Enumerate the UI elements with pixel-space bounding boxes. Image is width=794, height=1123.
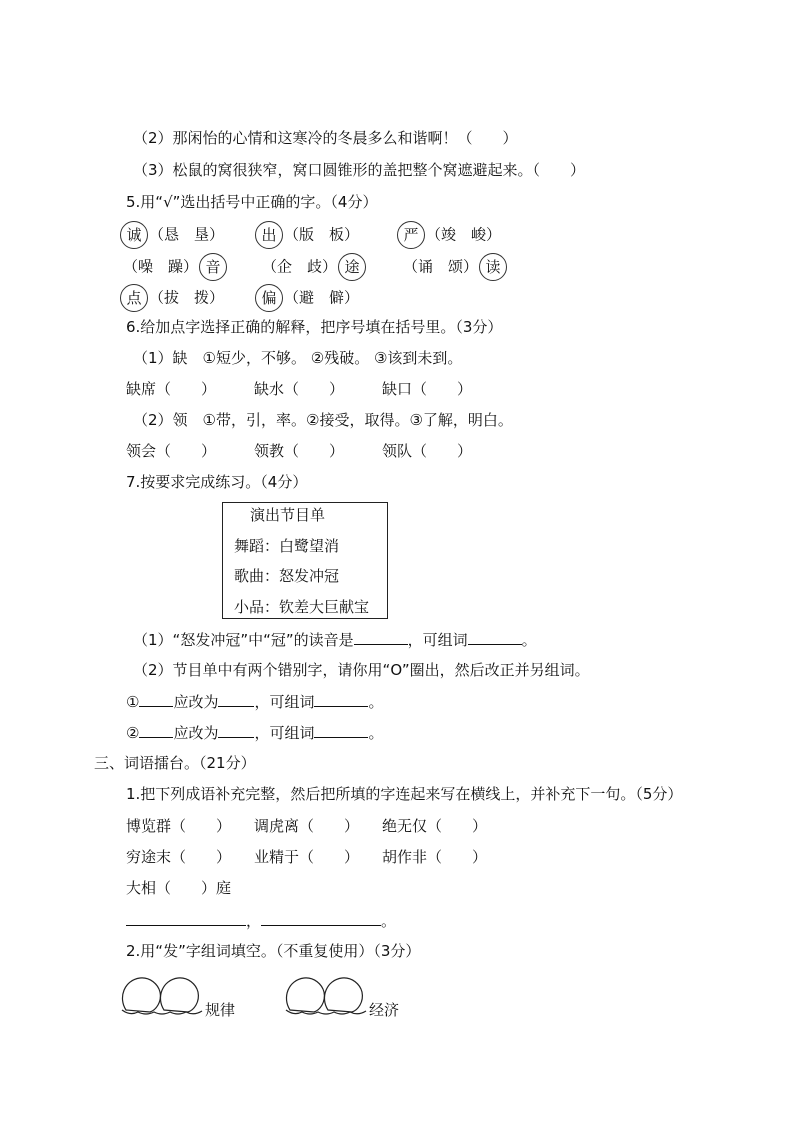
- q5-row2: [403, 253, 508, 281]
- sec3-q2-title: 2.用“发”字组词填空。（不重复使用）（3分）: [126, 942, 421, 960]
- circled-char: 点: [120, 284, 148, 312]
- q7-line-1-text: ，可组词: [407, 631, 468, 649]
- fill-word: 规律: [205, 1001, 236, 1019]
- section-3-title: 三、词语擂台。（21分）: [94, 754, 256, 772]
- answer-blank[interactable]: [218, 691, 254, 707]
- q4-item-3: （3）松鼠的窝很狭窄，窝口圆锥形的盖把整个窝遮避起来。（ ）: [133, 161, 586, 179]
- program-item: 舞蹈：白鹭望消: [234, 537, 340, 555]
- fix-text: 应改为: [173, 693, 219, 711]
- q7-fix-2: [126, 722, 384, 743]
- fix-number: ②: [126, 724, 140, 742]
- q6-def-1: （1）缺 ①短少，不够。 ②残破。 ③该到未到。: [133, 349, 463, 367]
- circled-char: 偏: [255, 284, 283, 312]
- q6-def-2: （2）领 ①带，引，率。②接受，取得。③了解，明白。: [133, 411, 513, 429]
- q5-row2: [262, 253, 367, 281]
- answer-blank[interactable]: [261, 910, 381, 926]
- answer-blank[interactable]: [354, 629, 408, 645]
- q7-line-1-text: 。: [521, 631, 537, 649]
- answer-blank[interactable]: [218, 722, 254, 738]
- circled-char: 诚: [120, 221, 148, 249]
- punct: 。: [381, 912, 397, 930]
- answer-blank[interactable]: [139, 722, 173, 738]
- q6-word[interactable]: 缺水（ ）: [254, 380, 345, 398]
- circled-char: 读: [479, 253, 507, 281]
- char-options[interactable]: （版 板）: [284, 225, 360, 244]
- fix-text: 。: [368, 693, 384, 711]
- peach-answer-box[interactable]: [284, 972, 374, 1018]
- char-options[interactable]: （避 僻）: [284, 288, 360, 307]
- idiom[interactable]: 大相（ ）庭: [126, 879, 232, 897]
- q6-word[interactable]: 领会（ ）: [126, 442, 217, 460]
- answer-blank[interactable]: [314, 691, 368, 707]
- fix-text: ，可组词: [254, 724, 315, 742]
- q7-line-2: （2）节目单中有两个错别字，请你用“O”圈出，然后改正并另组词。: [133, 661, 590, 679]
- q5-row1: [119, 221, 224, 249]
- char-options[interactable]: （恳 垦）: [149, 225, 225, 244]
- sec3-q1-title: 1.把下列成语补充完整，然后把所填的字连起来写在横线上，并补充下一句。（5分）: [126, 785, 683, 803]
- char-options[interactable]: （竣 峻）: [426, 225, 502, 244]
- peach-answer-box[interactable]: [120, 972, 210, 1018]
- char-options[interactable]: （诵 颂）: [403, 257, 479, 276]
- q6-word[interactable]: 领教（ ）: [254, 442, 345, 460]
- fix-text: 。: [368, 724, 384, 742]
- answer-blank[interactable]: [139, 691, 173, 707]
- circled-char: 音: [199, 253, 227, 281]
- circled-char: 出: [255, 221, 283, 249]
- answer-blank[interactable]: [468, 629, 522, 645]
- fill-word: 经济: [369, 1001, 400, 1019]
- q6-title: 6.给加点字选择正确的解释，把序号填在括号里。（3分）: [126, 318, 503, 336]
- q7-line-1-text: （1）“怒发冲冠”中“冠”的读音是: [133, 631, 354, 649]
- q5-title: 5.用“√”选出括号中正确的字。（4分）: [126, 193, 378, 211]
- q4-item-2: （2）那闲怡的心情和这寒冷的冬晨多么和谐啊！（ ）: [133, 129, 518, 147]
- idiom[interactable]: 胡作非（ ）: [382, 848, 488, 866]
- q7-fix-1: [126, 691, 384, 712]
- char-options[interactable]: （拔 拨）: [149, 288, 225, 307]
- circled-char: 途: [338, 253, 366, 281]
- fix-text: ，可组词: [254, 693, 315, 711]
- q5-row2: [123, 253, 228, 281]
- char-options[interactable]: （噪 躁）: [123, 257, 199, 276]
- answer-blank[interactable]: [314, 722, 368, 738]
- fix-number: ①: [126, 693, 140, 711]
- q6-word[interactable]: 缺席（ ）: [126, 380, 217, 398]
- q6-word[interactable]: 领队（ ）: [382, 442, 473, 460]
- idiom[interactable]: 调虎离（ ）: [254, 817, 360, 835]
- q5-row1: [396, 221, 501, 249]
- fix-text: 应改为: [173, 724, 219, 742]
- answer-line-row: [126, 910, 396, 931]
- q5-row3: [119, 284, 224, 312]
- program-item: 小品：钦差大巨献宝: [234, 598, 370, 616]
- punct: ，: [246, 912, 262, 930]
- program-list-title: 演出节目单: [250, 506, 326, 524]
- char-options[interactable]: （企 歧）: [262, 257, 338, 276]
- idiom[interactable]: 绝无仅（ ）: [382, 817, 488, 835]
- program-item: 歌曲：怒发冲冠: [234, 567, 340, 585]
- answer-blank[interactable]: [126, 910, 246, 926]
- idiom[interactable]: 穷途末（ ）: [126, 848, 232, 866]
- circled-char: 严: [397, 221, 425, 249]
- q5-row1: [254, 221, 359, 249]
- idiom[interactable]: 业精于（ ）: [254, 848, 360, 866]
- q5-row3: [254, 284, 359, 312]
- idiom[interactable]: 博览群（ ）: [126, 817, 232, 835]
- q7-line-1: [133, 629, 537, 650]
- q7-title: 7.按要求完成练习。（4分）: [126, 473, 308, 491]
- q6-word[interactable]: 缺口（ ）: [382, 380, 473, 398]
